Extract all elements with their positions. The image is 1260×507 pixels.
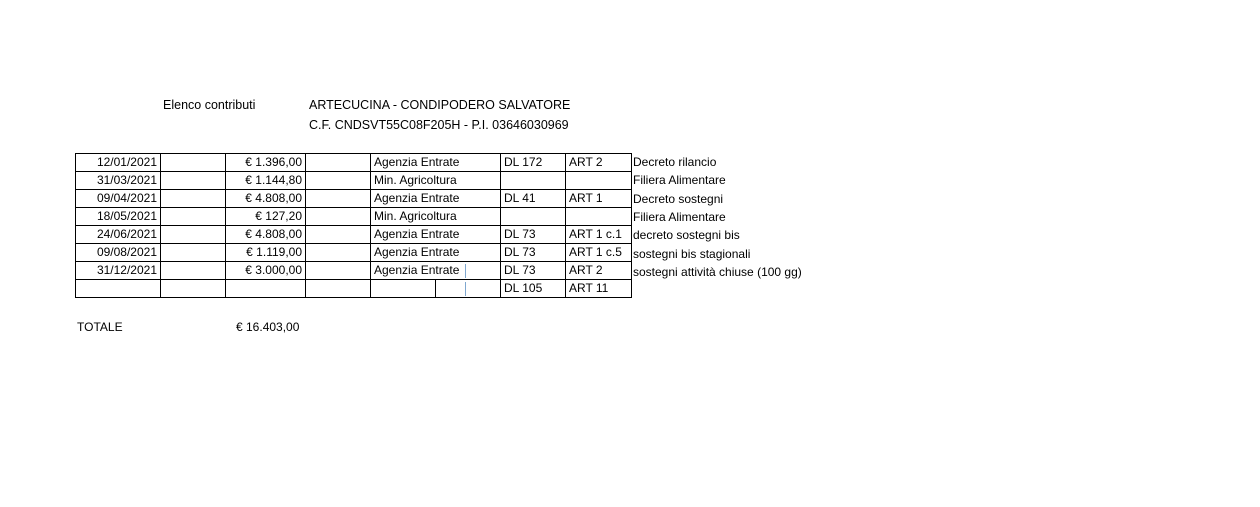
article-cell[interactable]: ART 2	[566, 262, 632, 280]
row-note[interactable]: Filiera Alimentare	[633, 173, 726, 187]
article-cell[interactable]	[566, 208, 632, 226]
entity-cell[interactable]: Min. Agricoltura	[371, 172, 501, 190]
table-row	[76, 208, 632, 226]
amount-cell[interactable]: € 3.000,00	[226, 262, 306, 280]
table-row	[76, 262, 632, 280]
entity-cell[interactable]: Min. Agricoltura	[371, 208, 501, 226]
empty-cell[interactable]	[306, 226, 371, 244]
article-cell[interactable]: ART 1 c.5	[566, 244, 632, 262]
decree-cell[interactable]: DL 172	[501, 154, 566, 172]
empty-cell[interactable]	[161, 280, 226, 298]
total-value[interactable]: € 16.403,00	[236, 320, 300, 334]
decree-cell[interactable]: DL 105	[501, 280, 566, 298]
empty-cell[interactable]	[161, 154, 226, 172]
amount-cell[interactable]: € 1.119,00	[226, 244, 306, 262]
date-cell[interactable]: 09/04/2021	[76, 190, 161, 208]
amount-cell[interactable]: € 4.808,00	[226, 226, 306, 244]
date-cell[interactable]: 31/03/2021	[76, 172, 161, 190]
article-cell[interactable]: ART 1 c.1	[566, 226, 632, 244]
empty-cell[interactable]	[306, 244, 371, 262]
date-cell[interactable]: 09/08/2021	[76, 244, 161, 262]
empty-cell[interactable]	[161, 262, 226, 280]
row-note[interactable]: Decreto sostegni	[633, 192, 724, 206]
empty-cell[interactable]	[306, 280, 371, 298]
entity-cell[interactable]	[371, 280, 501, 298]
row-note[interactable]: sostegni attività chiuse (100 gg)	[633, 265, 802, 279]
empty-cell[interactable]	[161, 172, 226, 190]
amount-cell[interactable]: € 1.144,80	[226, 172, 306, 190]
date-cell[interactable]: 31/12/2021	[76, 262, 161, 280]
cell-cursor	[465, 264, 466, 278]
empty-cell[interactable]	[306, 154, 371, 172]
row-note[interactable]: sostegni bis stagionali	[633, 247, 751, 261]
total-label: TOTALE	[77, 320, 123, 334]
list-title: Elenco contributi	[163, 98, 256, 112]
contributions-table	[75, 153, 632, 298]
empty-cell[interactable]	[306, 172, 371, 190]
company-name: ARTECUCINA - CONDIPODERO SALVATORE	[309, 98, 571, 112]
cell-divider	[435, 280, 436, 297]
article-cell[interactable]: ART 11	[566, 280, 632, 298]
table-row	[76, 244, 632, 262]
empty-cell[interactable]	[306, 208, 371, 226]
empty-cell[interactable]	[161, 244, 226, 262]
table-row	[76, 190, 632, 208]
article-cell[interactable]: ART 1	[566, 190, 632, 208]
amount-cell[interactable]	[226, 280, 306, 298]
row-note[interactable]: decreto sostegni bis	[633, 228, 740, 242]
empty-cell[interactable]	[161, 208, 226, 226]
table-row	[76, 154, 632, 172]
date-cell[interactable]: 18/05/2021	[76, 208, 161, 226]
date-cell[interactable]: 24/06/2021	[76, 226, 161, 244]
row-note[interactable]: Filiera Alimentare	[633, 210, 726, 224]
amount-cell[interactable]: € 1.396,00	[226, 154, 306, 172]
amount-cell[interactable]: € 127,20	[226, 208, 306, 226]
empty-cell[interactable]	[161, 190, 226, 208]
table-row	[76, 226, 632, 244]
table-row	[76, 172, 632, 190]
cell-cursor	[465, 282, 466, 296]
entity-cell[interactable]: Agenzia Entrate	[371, 244, 501, 262]
empty-cell[interactable]	[306, 190, 371, 208]
entity-cell[interactable]: Agenzia Entrate	[371, 226, 501, 244]
decree-cell[interactable]: DL 73	[501, 262, 566, 280]
article-cell[interactable]	[566, 172, 632, 190]
date-cell[interactable]: 12/01/2021	[76, 154, 161, 172]
decree-cell[interactable]: DL 41	[501, 190, 566, 208]
entity-cell[interactable]: Agenzia Entrate	[371, 154, 501, 172]
article-cell[interactable]: ART 2	[566, 154, 632, 172]
decree-cell[interactable]	[501, 208, 566, 226]
empty-cell[interactable]	[161, 226, 226, 244]
amount-cell[interactable]: € 4.808,00	[226, 190, 306, 208]
row-note[interactable]: Decreto rilancio	[633, 155, 717, 169]
date-cell[interactable]	[76, 280, 161, 298]
company-tax-codes: C.F. CNDSVT55C08F205H - P.I. 03646030969	[309, 118, 569, 132]
decree-cell[interactable]	[501, 172, 566, 190]
decree-cell[interactable]: DL 73	[501, 226, 566, 244]
entity-cell[interactable]: Agenzia Entrate	[371, 190, 501, 208]
table-row	[76, 280, 632, 298]
empty-cell[interactable]	[306, 262, 371, 280]
decree-cell[interactable]: DL 73	[501, 244, 566, 262]
entity-cell[interactable]: Agenzia Entrate	[371, 262, 501, 280]
